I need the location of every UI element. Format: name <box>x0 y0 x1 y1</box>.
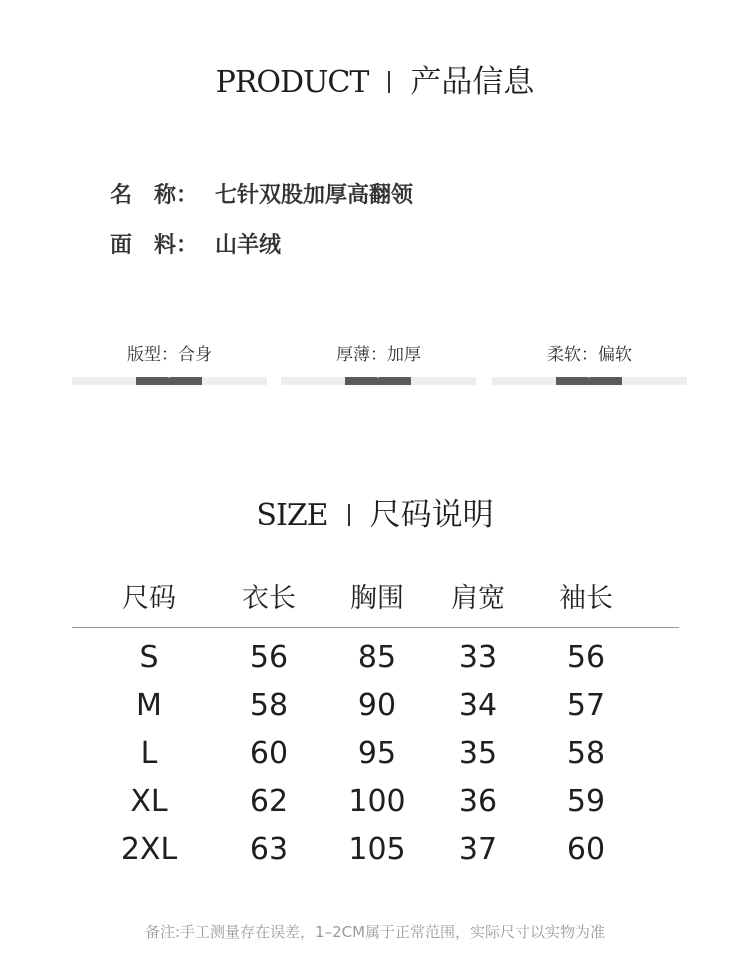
meter-label: 厚薄：加厚 <box>336 345 421 365</box>
meter-pointer <box>583 372 595 378</box>
table-cell: 59 <box>566 784 606 819</box>
table-header-row <box>0 575 750 627</box>
heading-english: PRODUCT <box>215 65 369 100</box>
meter-track <box>72 377 267 385</box>
table-cell: 100 <box>348 784 406 819</box>
table-cell: S <box>139 640 159 675</box>
meter-track <box>281 377 476 385</box>
table-row <box>0 634 750 682</box>
table-cell: 2XL <box>120 832 178 867</box>
table-cell: 36 <box>458 784 498 819</box>
table-cell: 85 <box>357 640 397 675</box>
table-cell: 34 <box>458 688 498 723</box>
column-header-length: 衣长 <box>242 583 296 614</box>
meter-fill <box>556 377 622 385</box>
softness-meter <box>492 343 687 385</box>
column-header-shoulder: 肩宽 <box>451 583 505 614</box>
measurement-note: 备注:手工测量存在误差，1–2CM属于正常范围，实际尺寸以实物为准 <box>144 923 606 941</box>
table-cell: 63 <box>249 832 289 867</box>
attribute-name-row <box>110 178 413 209</box>
meter-fill <box>345 377 411 385</box>
table-row <box>0 826 750 874</box>
meter-value: 偏软 <box>598 345 632 365</box>
table-cell: 105 <box>348 832 406 867</box>
meter-value: 加厚 <box>387 345 421 365</box>
table-cell: 33 <box>458 640 498 675</box>
table-cell: 90 <box>357 688 397 723</box>
product-info-heading <box>0 56 750 101</box>
attribute-label: 名 称： <box>110 183 199 208</box>
size-table-body <box>0 634 750 874</box>
heading-english: SIZE <box>256 498 328 533</box>
table-cell: 62 <box>249 784 289 819</box>
attribute-value: 七针双股加厚高翻领 <box>215 183 414 208</box>
table-cell: 95 <box>357 736 397 771</box>
table-divider <box>72 627 679 628</box>
table-row <box>0 778 750 826</box>
table-cell: 58 <box>566 736 606 771</box>
table-cell: 37 <box>458 832 498 867</box>
attribute-label: 面 料： <box>110 233 199 258</box>
table-cell: 58 <box>249 688 289 723</box>
meter-pointer <box>163 372 175 378</box>
heading-divider <box>348 504 350 526</box>
heading-divider <box>388 71 390 93</box>
size-table <box>0 575 750 627</box>
meter-value: 合身 <box>178 345 212 365</box>
table-cell: M <box>136 688 162 723</box>
table-cell: 60 <box>566 832 606 867</box>
fit-meter <box>72 343 267 385</box>
table-cell: 56 <box>566 640 606 675</box>
heading-chinese: 产品信息 <box>410 64 535 100</box>
heading-chinese: 尺码说明 <box>369 497 494 533</box>
meter-fill <box>136 377 202 385</box>
table-row <box>0 682 750 730</box>
meter-pointer <box>372 372 384 378</box>
meter-label: 版型：合身 <box>127 345 212 365</box>
attribute-value: 山羊绒 <box>215 233 282 258</box>
meter-label: 柔软：偏软 <box>547 345 632 365</box>
column-header-sleeve: 袖长 <box>559 583 613 614</box>
table-cell: 60 <box>249 736 289 771</box>
table-cell: 57 <box>566 688 606 723</box>
column-header-chest: 胸围 <box>350 583 404 614</box>
attribute-fabric-row <box>110 228 281 259</box>
table-cell: L <box>140 736 158 771</box>
table-cell: XL <box>130 784 168 819</box>
size-guide-heading <box>0 489 750 534</box>
table-row <box>0 730 750 778</box>
table-cell: 35 <box>458 736 498 771</box>
meter-track <box>492 377 687 385</box>
column-header-size: 尺码 <box>122 583 176 614</box>
table-cell: 56 <box>249 640 289 675</box>
thickness-meter <box>281 343 476 385</box>
